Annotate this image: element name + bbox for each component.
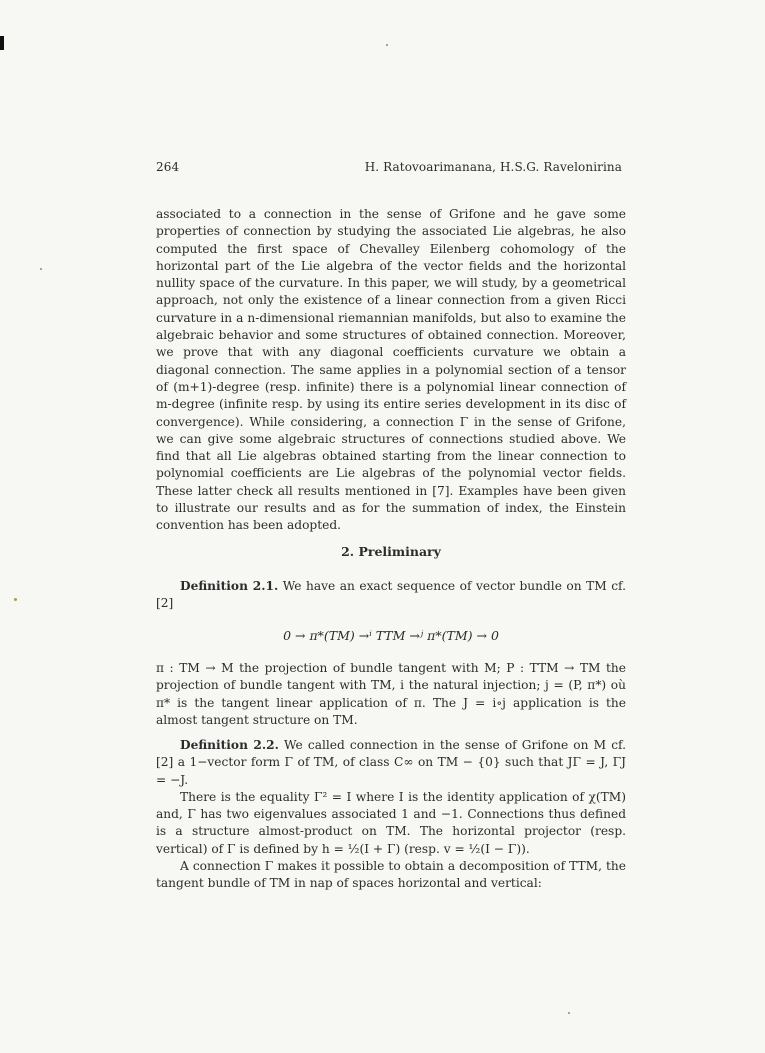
definition-label: Definition 2.1. <box>180 579 279 593</box>
definition-text: π : TM → M the projection of bundle tangent with M; P : TTM → TM the projection of bundle tangent with TM, i the natural injection; j = (P, π*) où π* is the tangent linear application of π. The J = i∘j application is the almost tangent structure on TM. <box>156 661 626 727</box>
scan-speck <box>40 268 42 270</box>
definition-text: We called connection in the sense of Grifone on M cf.[2] a 1−vector form Γ of TM, of class C∞ on TM − {0} such that JΓ = J, ΓJ = −J. <box>156 738 626 787</box>
exact-sequence-equation: 0 → π*(TM) →ⁱ TTM →ʲ π*(TM) → 0 <box>283 628 499 643</box>
definition-text: We have an exact sequence of vector bundle on TM cf. [2] <box>156 579 626 611</box>
scan-speck <box>568 1012 570 1014</box>
intro-text: associated to a connection in the sense of Grifone and he gave some properties of connection by studying the associated Lie algebras, he also computed the first space of Chevalley Eilenberg cohomology of the horizontal part of the Lie algebra of the vector fields and the horizontal nullity space of the curvature. In this paper, we will study, by a geometrical approach, not only the existence of a linear connection from a given Ricci curvature in a n-dimensional riemannian manifolds, but also to examine the algebraic behavior and some structures of obtained connection. Moreover, we prove that with any diagonal coefficients curvature we obtain a diagonal connection. The same applies in a polynomial section of a tensor of (m+1)-degree (resp. infinite) there is a polynomial linear connection of m-degree (infinite resp. by using its entire series development in its disc of convergence). While considering, a connection Γ in the sense of Grifone, we can give some algebraic structures of connections studied above. We find that all Lie algebras obtained starting from the linear connection to polynomial coefficients are Lie algebras of the polynomial vector fields. These latter check all results mentioned in [7]. Examples have been given to illustrate our results and as for the summation of index, the Einstein convention has been adopted. <box>156 207 626 533</box>
scan-speck <box>14 598 17 601</box>
definition-2-1 <box>156 578 626 613</box>
scan-speck <box>386 44 388 46</box>
section-heading: 2. Preliminary <box>341 544 441 559</box>
definition-2-1-continuation <box>156 660 626 729</box>
paragraph: A connection Γ makes it possible to obtain a decomposition of TTM, the tangent bundle of TM in nap of spaces horizontal and vertical: <box>156 859 626 891</box>
running-head-authors: H. Ratovoarimanana, H.S.G. Ravelonirina <box>364 160 622 174</box>
page-number: 264 <box>156 160 180 174</box>
intro-paragraph <box>156 206 626 535</box>
scan-edge-mark <box>0 36 4 50</box>
definition-label: Definition 2.2. <box>180 738 279 752</box>
definition-2-2 <box>156 737 626 893</box>
paragraph: There is the equality Γ² = I where I is the identity application of χ(TM) and, Γ has two eigenvalues associated 1 and −1. Connections thus defined is a structure almost-product on TM. The horizontal projector (resp. vertical) of Γ is defined by h = ½(I + Γ) (resp. v = ½(I − Γ)). <box>156 789 626 856</box>
